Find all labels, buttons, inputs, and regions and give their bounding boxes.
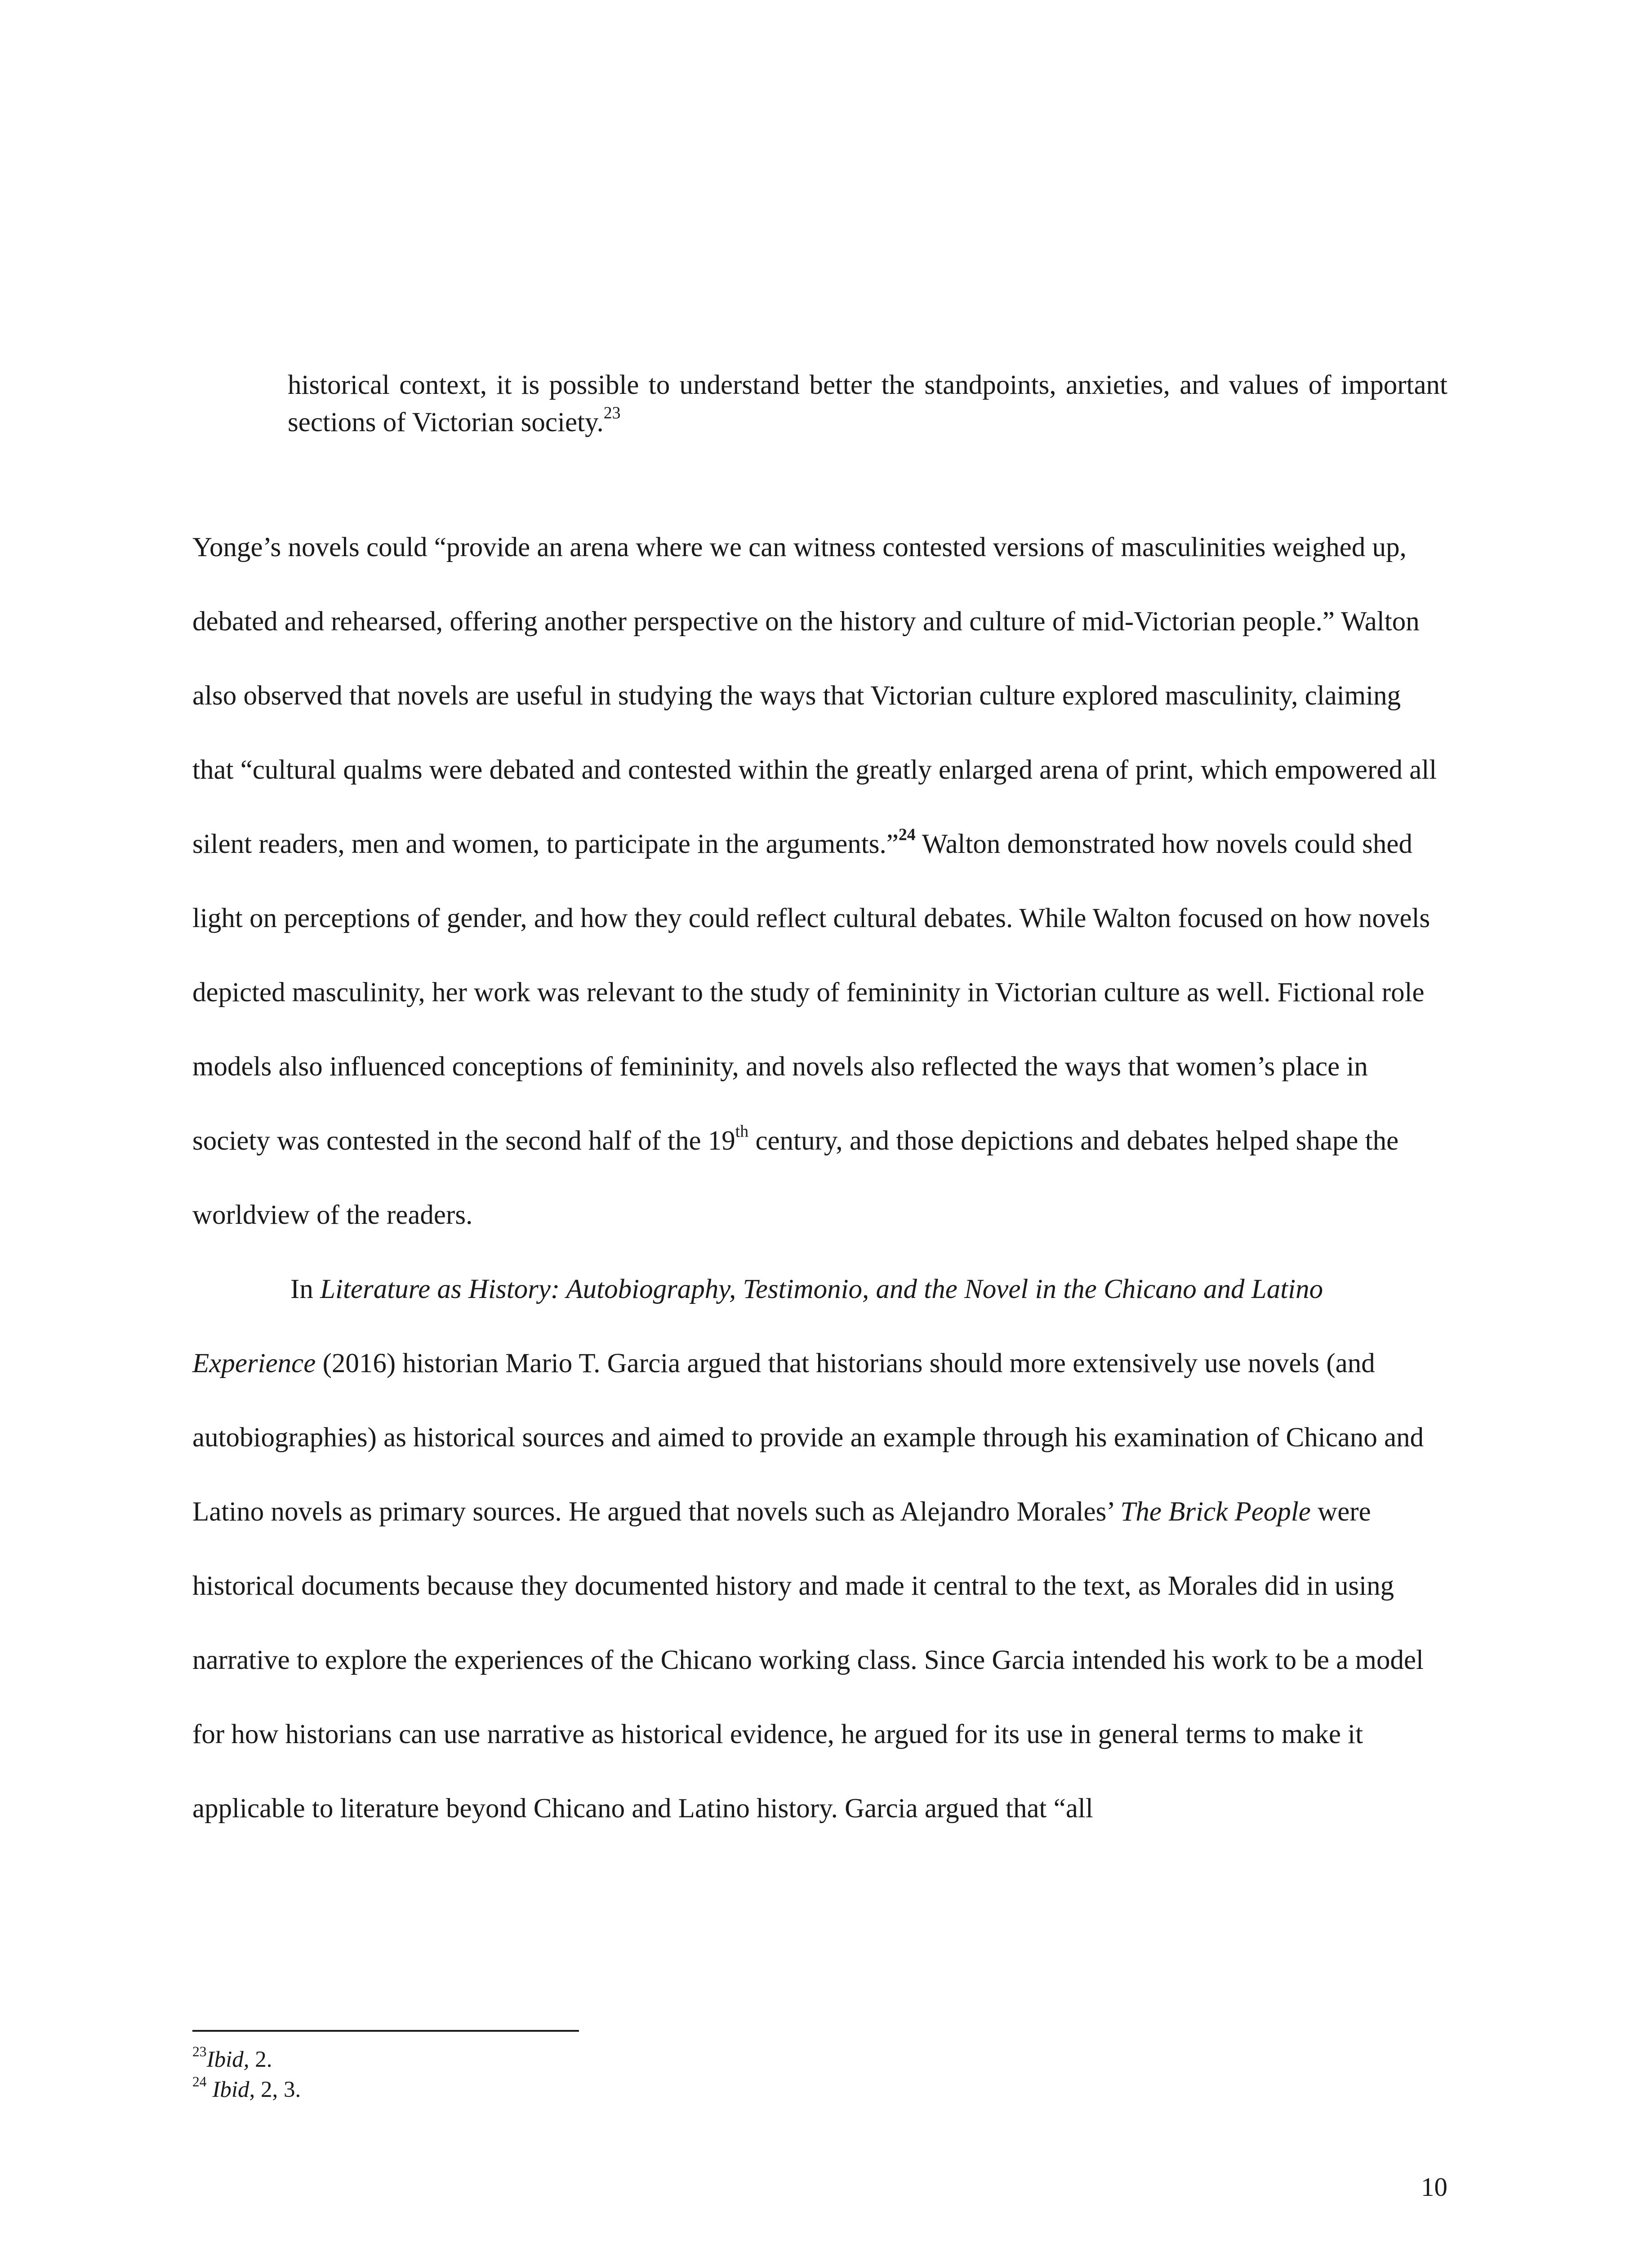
paragraph-garcia-part2: were historical documents because they documented history and made it central to the text, as Morales did in using narrative to explore the experiences of the Chicano working class. Since Garcia intended his work to be a model for how historians can use narrative as historical evidence, he argued for its use in general terms to make it applicable to literature beyond Chicano and Latino history. Garcia argued that “all xyxy=(192,1497,1424,1824)
paragraph-garcia xyxy=(192,1252,1447,1846)
book-title: Literature as History: Autobiography, Testimonio, and the Novel in the Chicano and Latino Experience xyxy=(192,1274,1323,1378)
footnote-ref-24[interactable]: 24 xyxy=(898,825,916,844)
footnote-24 xyxy=(192,2075,1447,2105)
block-quote xyxy=(288,366,1447,441)
footnote-source: Ibid, xyxy=(206,2047,249,2072)
footnote-number: 24 xyxy=(192,2074,207,2090)
footnote-23 xyxy=(192,2045,1447,2075)
footnote-separator xyxy=(192,2030,579,2032)
paragraph-garcia-lead: In xyxy=(290,1274,321,1304)
footnote-source: Ibid, xyxy=(212,2077,255,2102)
paragraph-walton-part1: Yonge’s novels could “provide an arena where we can witness contested versions of masculinities weighed up, debated and rehearsed, offering another perspective on the history and culture of mid-Victorian people.” Walton also observed that novels are useful in studying the ways that Victorian culture explored masculinity, claiming that “cultural qualms were debated and contested within the greatly enlarged arena of print, which empowered all silent readers, men and women, to participate in the arguments.” xyxy=(192,532,1437,859)
ordinal-suffix: th xyxy=(735,1122,749,1141)
body-text xyxy=(192,510,1447,1846)
paragraph-garcia-part1: (2016) historian Mario T. Garcia argued that historians should more extensively use novels (and autobiographies) as historical sources and aimed to provide an example through his examination of Chicano and Latino novels as primary sources. He argued that novels such as Alejandro Morales’ xyxy=(192,1348,1424,1527)
paragraph-walton-part2: Walton demonstrated how novels could shed light on perceptions of gender, and how they could reflect cultural debates. While Walton focused on how novels depicted masculinity, her work was relevant to the study of femininity in Victorian culture as well. Fictional role models also influenced conceptions of femininity, and novels also reflected the ways that women’s place in society was contested in the second half of the 19 xyxy=(192,829,1430,1156)
footnote-number: 23 xyxy=(192,2043,207,2060)
page-number: 10 xyxy=(1421,2172,1447,2202)
footnote-pages: 2, 3. xyxy=(255,2077,301,2102)
footnotes xyxy=(192,2045,1447,2105)
footnote-ref-23[interactable]: 23 xyxy=(603,403,621,423)
paragraph-walton-part3: century, and those depictions and debates helped shape the worldview of the readers. xyxy=(192,1126,1399,1230)
paragraph-walton xyxy=(192,510,1447,1252)
block-quote-text: historical context, it is possible to understand better the standpoints, anxieties, and values of important sections of Victorian society. xyxy=(288,370,1447,437)
footnote-pages: 2. xyxy=(249,2047,272,2072)
novel-title: The Brick People xyxy=(1120,1497,1311,1527)
